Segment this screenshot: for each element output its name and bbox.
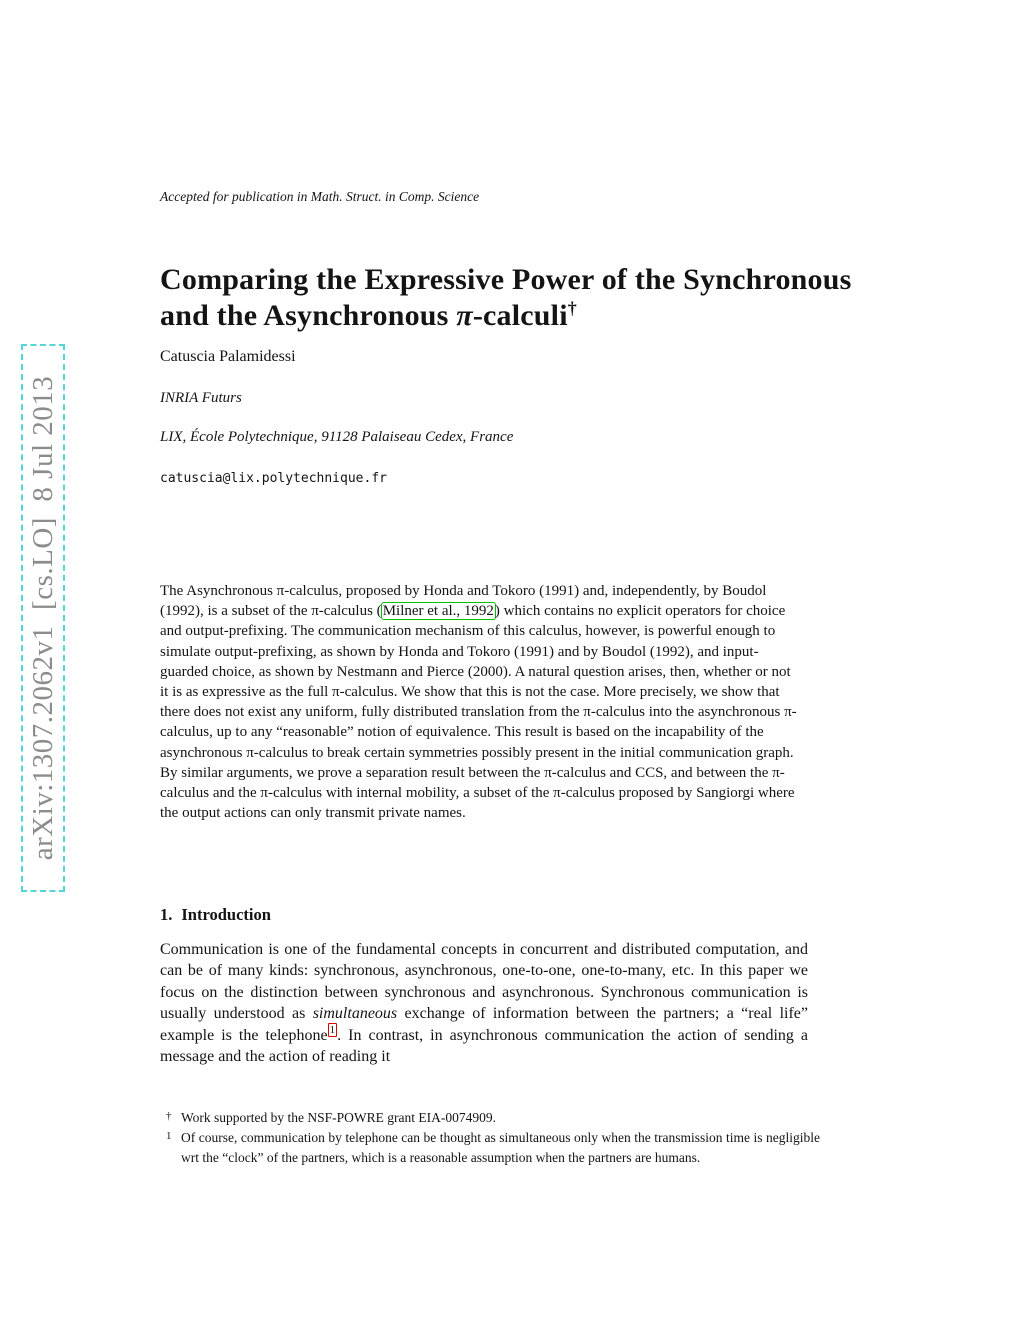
abstract xyxy=(160,581,800,823)
footnote-1 xyxy=(160,1128,820,1168)
author-affiliation-inria: INRIA Futurs xyxy=(160,390,242,406)
section-number: 1. xyxy=(160,905,173,924)
abstract-text-before-citation: The Asynchronous π-calculus, proposed by Honda and Tokoro (1991) and, independently, by Boudol (1992), is a subset of the π-calculus ( xyxy=(160,583,767,620)
section-heading-introduction xyxy=(160,905,271,925)
intro-text-1: Communication is one of the fundamental concepts in concurrent and distributed computation, and can be of many kinds: synchronous, asynchronous, one-to-one, one-to-many, etc. In this paper we focus on the distinction between synchronous and asynchronous. Synchronous communication is usually understood as xyxy=(160,941,808,1023)
intro-text-2: exchange of information between the partners; a “real life” example is the telephone xyxy=(160,1005,808,1044)
title-dagger-symbol: † xyxy=(567,298,577,319)
footnote-1-text: Of course, communication by telephone can be thought as simultaneous only when the transmission time is negligible wrt the “clock” of the partners, which is a reasonable assumption when the partners are humans. xyxy=(181,1130,820,1165)
acceptance-note: Accepted for publication in Math. Struct. in Comp. Science xyxy=(160,189,480,204)
intro-text-3: . In contrast, in asynchronous communication the action of sending a message and the action of reading it xyxy=(160,1026,809,1066)
emphasis-simultaneous: simultaneous xyxy=(312,1005,398,1023)
footnote-ref-link-1[interactable]: 1 xyxy=(329,1024,336,1037)
footnote-dagger xyxy=(160,1108,820,1128)
paper-title-suffix: -calculi xyxy=(472,299,568,333)
author-email: catuscia@lix.polytechnique.fr xyxy=(160,471,387,486)
arxiv-watermark-box xyxy=(21,344,65,892)
footnote-dagger-marker: † xyxy=(166,1110,172,1122)
section-title: Introduction xyxy=(181,905,271,924)
abstract-text-after-citation: ) which contains no explicit operators for choice and output-prefixing. The communication mechanism of this calculus, however, is powerful enough to simulate output-prefixing, as shown by Honda and Tokoro (1991) and by Boudol (1992), and input-guarded choice, as shown by Nestmann and Pierce (2000). A natural question arises, then, whether or not it is as expressive as the full π-calculus. We show that this is not the case. More precisely, we show that there does not exist any uniform, fully distributed translation from the π-calculus into the asynchronous π-calculus, up to any “reasonable” notion of equivalence. This result is based on the incapability of the asynchronous π-calculus to break certain symmetries possibly present in the initial communication graph. By similar arguments, we prove a separation result between the π-calculus and CCS, and between the π-calculus and the π-calculus with internal mobility, a subset of the π-calculus proposed by Sangiorgi where the output actions can only transmit private names. xyxy=(160,603,797,822)
footnotes-block xyxy=(160,1108,820,1168)
paper-title xyxy=(160,262,860,334)
author-name: Catuscia Palamidessi xyxy=(160,348,296,365)
footnote-dagger-text: Work supported by the NSF-POWRE grant EIA-0074909. xyxy=(181,1110,497,1125)
pi-symbol: π xyxy=(456,299,473,333)
author-affiliation-lix: LIX, École Polytechnique, 91128 Palaiseau Cedex, France xyxy=(160,429,514,445)
citation-link-milner-1992[interactable]: Milner et al., 1992 xyxy=(382,603,494,620)
paper-title-text: Comparing the Expressive Power of the Synchronous and the Asynchronous xyxy=(160,263,852,333)
introduction-paragraph xyxy=(160,939,808,1067)
arxiv-watermark-text: arXiv:1307.2062v1 [cs.LO] 8 Jul 2013 xyxy=(27,375,59,861)
footnote-1-marker: 1 xyxy=(166,1130,172,1142)
